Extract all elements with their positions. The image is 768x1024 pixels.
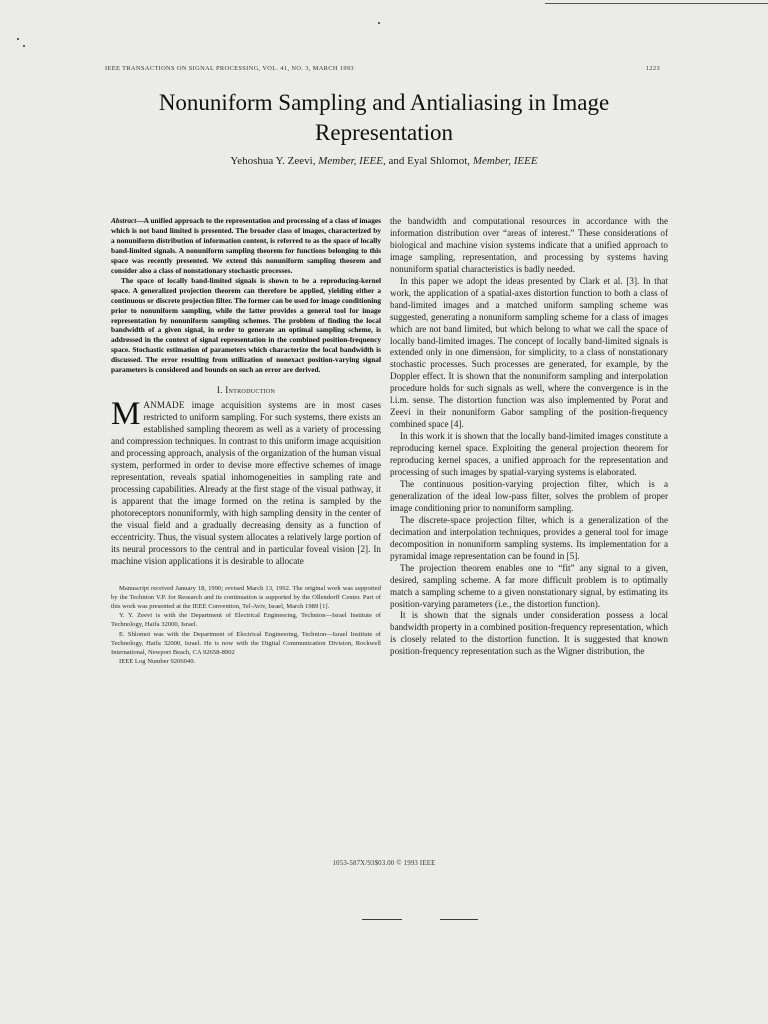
right-column	[390, 216, 668, 658]
journal-citation: IEEE TRANSACTIONS ON SIGNAL PROCESSING, VOL. 41, NO. 3, MARCH 1993	[105, 65, 354, 72]
footnote-manuscript: Manuscript received January 18, 1990; revised March 13, 1992. The original work was supported by the Technion V.P. for Research and its continuation is supported by the Ollendorff Center. Part of this work was presented at the IEEE Convention, Tel-Aviv, Israel, March 1989 [1].	[111, 584, 381, 610]
running-head	[105, 65, 660, 72]
right-paragraph-6: The projection theorem enables one to “fit” any signal to a given, desired, sampling scheme. A far more difficult problem is to optimally match a sampling scheme to a given nonstationary signal, by estimating its position-varying parameters (i.e., the distortion function).	[390, 562, 668, 609]
introduction-text: image acquisition systems are in most cases restricted to uniform sampling. For such systems, there exists an established sampling theorem as well as a variety of processing and compression techniques. In contrast to this uniform image acquisition and processing approach, analysis of the organization of the human visual system, performed in order to devise more effective schemes of image representation, reveals spatial inhomogeneities in sampling rate and processing capabilities. Already at the first stage of the visual pathway, it is apparent that the image formed on the retina is sampled by the photoreceptors nonuniformly, with high sampling density in the center of the visual field and a gradually decreasing density as a function of eccentricity. Thus, the visual system allocates a relatively large portion of its neural processors to the central and in particular foveal vision [2]. In machine vision applications it is desirable to allocate	[111, 400, 381, 566]
scan-bottom-rule	[440, 919, 478, 920]
copyright-line: 1053-587X/93$03.00 © 1993 IEEE	[332, 860, 436, 867]
abstract-label: Abstract	[111, 216, 137, 225]
abstract-text-1: A unified approach to the representation and processing of a class of images which is not band limited is presented. The broader class of images, characterized by a nonuniform distribution of information content, is referred to as the space of locally band-limited signals. A nonuniform sampling theorem for functions belonging to this space was recently presented. We extend this nonuniform sampling theorem and consider also a class of nonstationary stochastic processes.	[111, 216, 381, 275]
footnote-log-number: IEEE Log Number 9206040.	[119, 658, 196, 666]
footnote-author-1: Y. Y. Zeevi is with the Department of Electrical Engineering, Technion—Israel Institute of Technology, Haifa 32000, Israel.	[111, 612, 381, 629]
scan-speck	[378, 22, 380, 24]
right-paragraph-1: the bandwidth and computational resources in accordance with the information distribution over “areas of interest.” These considerations of biological and machine vision systems indicate that a unified approach to image sampling, representation, and processing by systems having nonuniform spatial characteristics is badly needed.	[390, 216, 668, 274]
abstract-dash: —	[136, 216, 144, 225]
right-paragraph-7: It is shown that the signals under consideration possess a local bandwidth property in a combined position-frequency representation, which is closely related to the distortion function. It is suggested that known position-frequency representation such as the Wigner distribution, the	[390, 610, 668, 657]
author-line	[0, 155, 768, 167]
author-1: Yehoshua Y. Zeevi,	[230, 155, 316, 167]
author-2-role: Member, IEEE	[472, 155, 538, 167]
footnote-author-2: E. Shlomot was with the Department of Electrical Engineering, Technion—Israel Institute of Technology, Haifa 32000, Israel. He is now with the Digital Communication Division, Rockwell International, Newport Beach, CA 92658-8902	[111, 630, 381, 656]
scan-edge-rule	[545, 3, 768, 4]
drop-cap-letter: M	[111, 396, 141, 433]
left-column	[111, 216, 381, 666]
scan-speck	[17, 38, 19, 40]
right-paragraph-5: The discrete-space projection filter, which is a generalization of the decimation and interpolation techniques, provides a general tool for image decomposition in nonuniform sampling systems. Its implementation for a pyramidal image representation can be found in [5].	[390, 514, 668, 561]
footnotes	[111, 584, 381, 667]
scan-speck	[23, 45, 25, 47]
right-paragraph-4: The continuous position-varying projection filter, which is a generalization of the ideal low-pass filter, solves the problem of proper image conditioning prior to nonuniform sampling.	[390, 478, 668, 513]
right-paragraph-3: In this work it is shown that the locally band-limited images constitute a reproducing kernel space. Exploiting the general projection theorem for reproducing kernel spaces, a unified approach for the representation and processing of such images by spatial-varying systems is elaborated.	[390, 431, 668, 478]
section-number: I.	[216, 385, 223, 396]
introduction-paragraph-1	[111, 396, 381, 567]
author-1-role: Member, IEEE,	[318, 155, 386, 167]
section-title: Introduction	[225, 385, 276, 396]
author-connector: and Eyal Shlomot,	[388, 155, 471, 167]
paper-title	[0, 88, 768, 148]
abstract-paragraph-2: The space of locally band-limited signals is shown to be a reproducing-kernel space. A generalized projection theorem can therefore be applied, yielding either a continuous or discrete projection filter. The former can be used for image conditioning prior to nonuniform sampling, while the latter provides a general tool for image representation by nonuniform sampling schemes. The problem of finding the local bandwidth of a given signal, in order to generate an optimal sampling scheme, is addressed in the context of signal representation in the combined position-frequency space. Stochastic estimation of parameters which characterize the local bandwidth is discussed. The error resulting from utilization of nonexact position-varying signal parameters is considered and bounds on such an error are derived.	[111, 275, 382, 375]
page-number: 1223	[645, 65, 660, 72]
abstract-paragraph-1	[111, 216, 381, 276]
lead-word: ANMADE	[143, 400, 185, 411]
title-line-1: Nonuniform Sampling and Antialiasing in Image	[158, 90, 610, 115]
section-heading-introduction	[111, 385, 381, 397]
scan-bottom-rule	[362, 919, 402, 920]
right-paragraph-2: In this paper we adopt the ideas presented by Clark et al. [3]. In that work, the application of a spatial-axes distortion function to both a class of band-limited images and a matched uniform sampling scheme was suggested, generating a nonuniform sampling scheme for a class of images which are not band limited, but which belong to what we call the space of locally band-limited images. The concept of locally band-limited signals is extended only in one dimension, for simplicity, to a class of nonstationary stochastic processes. Such processes are generated, for example, by the Doppler effect. It is shown that the nonuniform sampling and interpolation procedure holds for such signals as well, where the convergence is in the l.i.m. sense. The distortion function was also implemented by Porat and Zeevi in their nonuniform Gabor sampling of the position-frequency combined space [4].	[390, 275, 668, 430]
abstract	[111, 216, 381, 375]
title-line-2: Representation	[315, 120, 453, 145]
